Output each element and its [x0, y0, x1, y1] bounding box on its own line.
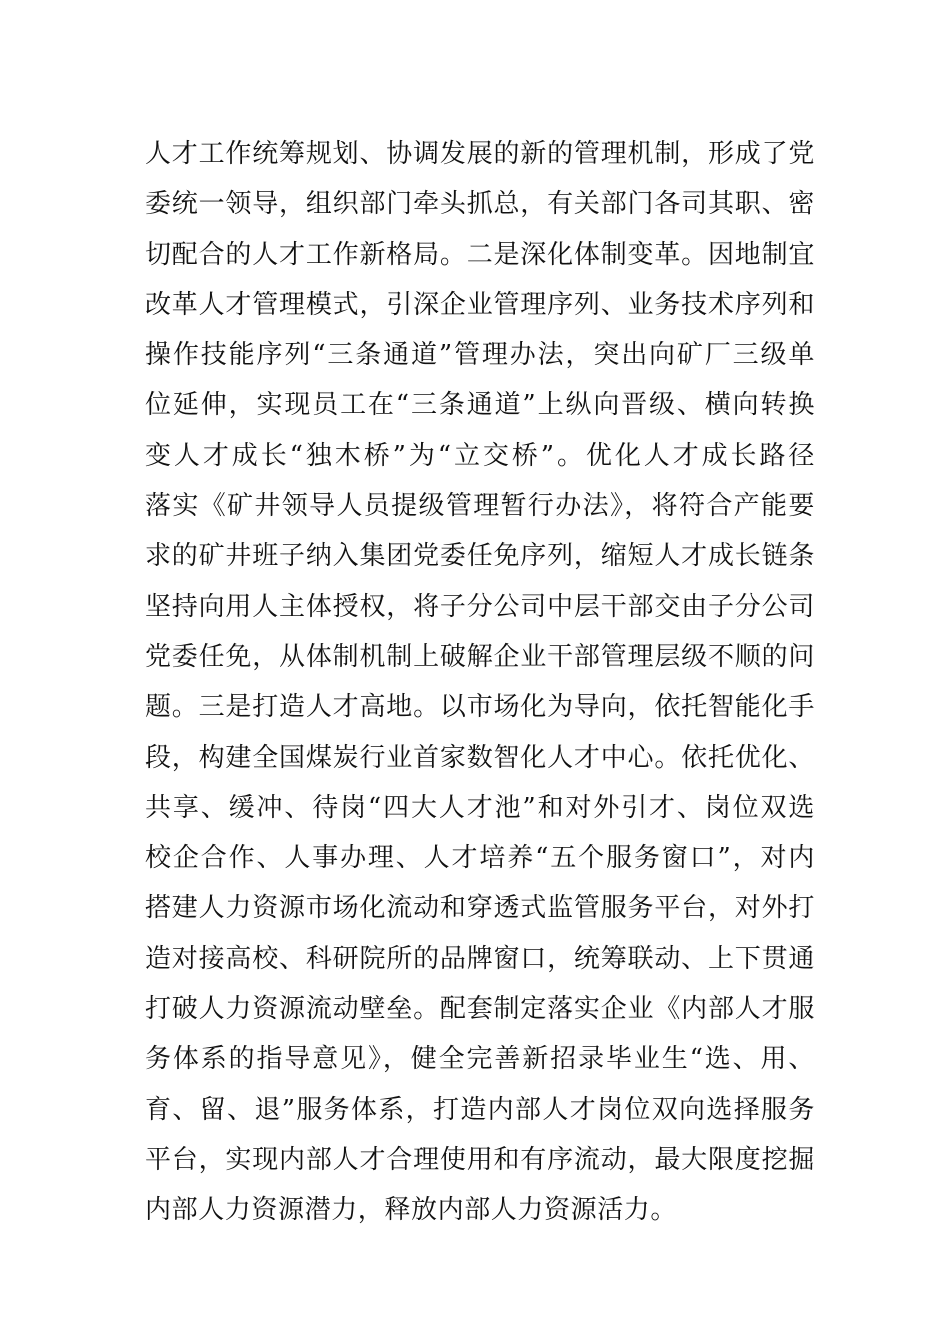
text-line: 改革人才管理模式，引深企业管理序列、业务技术序列和: [145, 289, 815, 320]
text-line: 委统一领导，组织部门牵头抓总，有关部门各司其职、密: [145, 189, 815, 220]
text-line: 党委任免，从体制机制上破解企业干部管理层级不顺的问: [145, 641, 815, 672]
text-line: 打破人力资源流动壁垒。配套制定落实企业《内部人才服: [145, 994, 815, 1025]
text-line: 育、留、退”服务体系，打造内部人才岗位双向选择服务: [145, 1094, 815, 1125]
text-line: 落实《矿井领导人员提级管理暂行办法》，将符合产能要: [145, 491, 815, 522]
text-line: 位延伸，实现员工在“三条通道”上纵向晋级、横向转换: [145, 390, 815, 421]
text-line: 变人才成长“独木桥”为“立交桥”。优化人才成长路径: [145, 440, 815, 471]
text-line: 坚持向用人主体授权，将子分公司中层干部交由子分公司: [145, 591, 815, 622]
text-line-last: 内部人力资源潜力，释放内部人力资源活力。: [145, 1195, 678, 1226]
text-line: 切配合的人才工作新格局。二是深化体制变革。因地制宜: [145, 239, 815, 270]
text-line: 校企合作、人事办理、人才培养“五个服务窗口”，对内: [145, 843, 815, 874]
text-line: 段，构建全国煤炭行业首家数智化人才中心。依托优化、: [145, 742, 815, 773]
text-line: 搭建人力资源市场化流动和穿透式监管服务平台，对外打: [145, 893, 815, 924]
text-line: 造对接高校、科研院所的品牌窗口，统筹联动、上下贯通: [145, 943, 815, 974]
body-paragraph: [145, 129, 815, 1236]
text-line: 共享、缓冲、待岗“四大人才池”和对外引才、岗位双选: [145, 792, 815, 823]
text-line: 平台，实现内部人才合理使用和有序流动，最大限度挖掘: [145, 1144, 815, 1175]
text-line: 操作技能序列“三条通道”管理办法，突出向矿厂三级单: [145, 340, 815, 371]
text-line: 务体系的指导意见》，健全完善新招录毕业生“选、用、: [145, 1044, 815, 1075]
text-line: 人才工作统筹规划、协调发展的新的管理机制，形成了党: [145, 139, 815, 169]
text-line: 求的矿井班子纳入集团党委任免序列，缩短人才成长链条: [145, 541, 815, 572]
text-line: 题。三是打造人才高地。以市场化为导向，依托智能化手: [145, 692, 815, 723]
